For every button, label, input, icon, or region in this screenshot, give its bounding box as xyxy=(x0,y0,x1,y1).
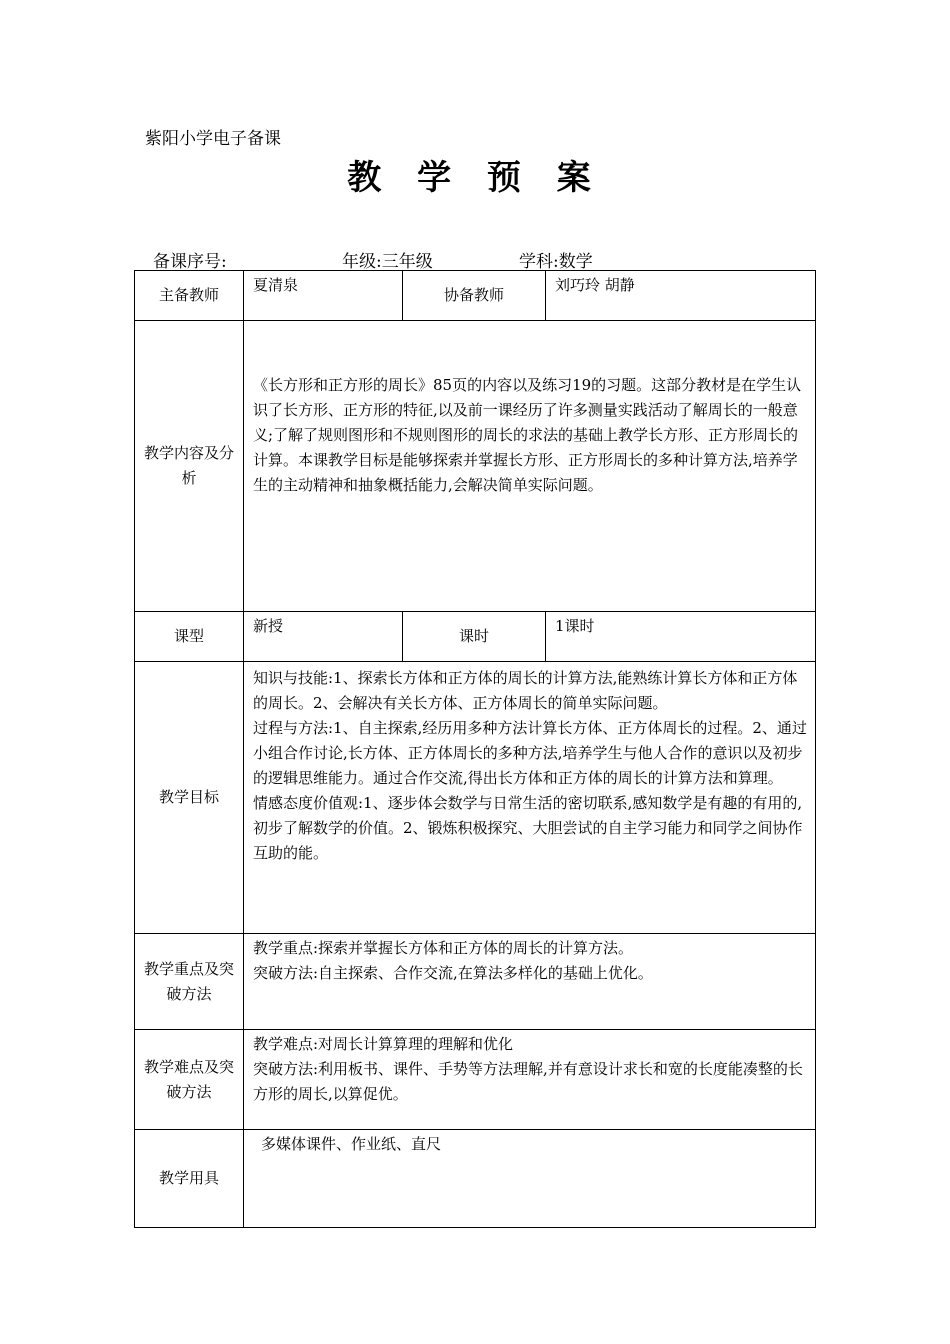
difficulties-content xyxy=(244,1030,816,1130)
tools-label: 教学用具 xyxy=(135,1130,244,1228)
objectives-row xyxy=(135,662,816,934)
tools-row xyxy=(135,1130,816,1228)
assist-teacher-label: 协备教师 xyxy=(403,271,546,321)
lesson-hours-label: 课时 xyxy=(403,612,546,662)
lesson-hours-value: 1课时 xyxy=(546,612,816,662)
key-points-content xyxy=(244,934,816,1030)
school-name: 紫阳小学电子备课 xyxy=(145,129,281,149)
key-points-row xyxy=(135,934,816,1030)
lesson-plan-table xyxy=(134,270,816,1228)
serial-number-label: 备课序号: xyxy=(153,252,227,272)
page-title: 教 学 预 案 xyxy=(347,158,603,198)
key-point-method: 突破方法:自主探索、合作交流,在算法多样化的基础上优化。 xyxy=(253,964,653,982)
difficulty-method: 突破方法:利用板书、课件、手势等方法理解,并有意设计求长和宽的长度能凑整的长方形的周长,以算促优。 xyxy=(253,1060,803,1103)
key-point-text: 教学重点:探索并掌握长方体和正方体的周长的计算方法。 xyxy=(253,939,634,957)
subject-label: 学科:数学 xyxy=(519,252,593,272)
difficulty-text: 教学难点:对周长计算算理的理解和优化 xyxy=(253,1035,514,1053)
tools-value: 多媒体课件、作业纸、直尺 xyxy=(244,1130,816,1228)
content-analysis-label: 教学内容及分析 xyxy=(135,321,244,612)
content-analysis-text: 《长方形和正方形的周长》85页的内容以及练习19的习题。这部分教材是在学生认识了长方形、正方形的特征,以及前一课经历了许多测量实践活动了解周长的一般意义;了解了规则图形和不规则图形的周长的求法的基础上教学长方形、正方形周长的计算。本课教学目标是能够探索并掌握长方形、正方形周长的多种计算方法,培养学生的主动精神和抽象概括能力,会解决简单实际问题。 xyxy=(244,321,816,612)
difficulties-row xyxy=(135,1030,816,1130)
difficulties-label: 教学难点及突破方法 xyxy=(135,1030,244,1130)
grade-label: 年级:三年级 xyxy=(342,252,433,272)
objective-attitude: 情感态度价值观:1、逐步体会数学与日常生活的密切联系,感知数学是有趣的有用的,初步了解数学的价值。2、锻炼积极探究、大胆尝试的自主学习能力和同学之间协作互助的能。 xyxy=(253,794,803,862)
lesson-type-row xyxy=(135,612,816,662)
lesson-type-value: 新授 xyxy=(244,612,403,662)
objective-process: 过程与方法:1、自主探索,经历用多种方法计算长方体、正方体周长的过程。2、通过小组合作讨论,长方体、正方体周长的多种方法,培养学生与他人合作的意识以及初步的逻辑思维能力。通过合作交流,得出长方体和正方体的周长的计算方法和算理。 xyxy=(253,719,807,787)
lesson-type-label: 课型 xyxy=(135,612,244,662)
objectives-content xyxy=(244,662,816,934)
objective-knowledge: 知识与技能:1、探索长方体和正方体的周长的计算方法,能熟练计算长方体和正方体的周长。2、会解决有关长方体、正方体周长的简单实际问题。 xyxy=(253,669,798,712)
objectives-label: 教学目标 xyxy=(135,662,244,934)
teachers-row xyxy=(135,271,816,321)
content-analysis-row xyxy=(135,321,816,612)
key-points-label: 教学重点及突破方法 xyxy=(135,934,244,1030)
assist-teacher-value: 刘巧玲 胡静 xyxy=(546,271,816,321)
main-teacher-value: 夏清泉 xyxy=(244,271,403,321)
main-teacher-label: 主备教师 xyxy=(135,271,244,321)
